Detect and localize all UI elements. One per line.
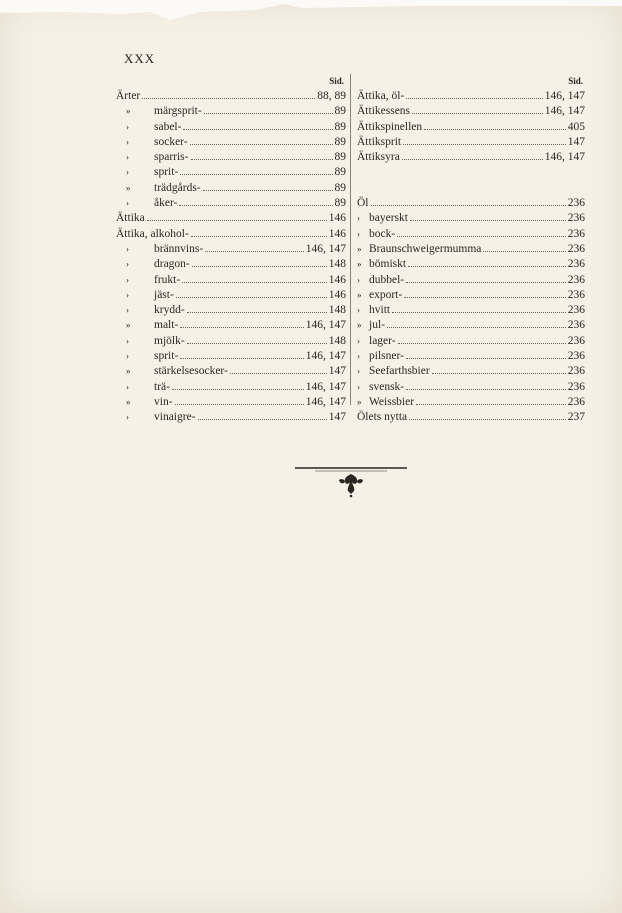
entry-page-ref: 89 xyxy=(334,151,346,164)
leader-dots xyxy=(191,150,333,160)
index-entry xyxy=(116,303,346,318)
entry-term: Öl xyxy=(357,197,369,210)
leader-dots xyxy=(190,135,333,145)
index-entry xyxy=(116,227,346,242)
index-entry xyxy=(357,150,585,165)
entry-term: frukt- xyxy=(154,273,181,286)
column-divider xyxy=(350,74,351,405)
entry-page-ref: 236 xyxy=(567,319,585,332)
leader-dots xyxy=(408,257,566,267)
entry-term: Ölets nytta xyxy=(357,411,408,424)
index-entry xyxy=(116,395,346,410)
entry-page-ref: 236 xyxy=(567,242,585,255)
index-entry xyxy=(116,242,346,257)
entry-page-ref: 146, 147 xyxy=(544,105,585,118)
entry-term: Ättiksyra xyxy=(357,151,400,164)
entry-term: stärkelsesocker- xyxy=(154,365,228,378)
leader-dots xyxy=(198,410,327,420)
ditto-mark: › xyxy=(126,335,129,346)
index-entry xyxy=(357,242,585,257)
leader-dots xyxy=(142,89,315,99)
entry-term: lager- xyxy=(369,334,396,347)
ditto-mark: › xyxy=(357,366,360,377)
entry-page-ref: 89 xyxy=(334,166,346,179)
ditto-mark: » xyxy=(126,106,131,117)
ditto-mark: » xyxy=(126,182,131,193)
entry-page-ref: 146 xyxy=(328,212,346,225)
leader-dots xyxy=(172,380,304,390)
entry-term: sabel- xyxy=(154,120,182,133)
entry-term: Ättika, alkohol- xyxy=(116,227,189,240)
entry-page-ref: 146, 147 xyxy=(544,90,585,102)
section-gap xyxy=(357,181,585,196)
index-entry xyxy=(116,104,346,119)
index-entry xyxy=(116,150,346,165)
entry-term: malt- xyxy=(154,319,179,332)
leader-dots xyxy=(175,395,304,405)
entry-term: trädgårds- xyxy=(154,181,201,194)
leader-dots xyxy=(205,242,304,252)
ditto-mark: » xyxy=(126,320,131,331)
ditto-mark: › xyxy=(126,198,129,209)
ditto-mark: › xyxy=(126,136,129,147)
index-entry xyxy=(357,364,585,379)
leader-dots xyxy=(204,104,333,114)
ditto-mark: » xyxy=(357,289,362,300)
entry-term: pilsner- xyxy=(369,350,404,363)
entry-page-ref: 146, 147 xyxy=(305,350,346,363)
index-entry xyxy=(357,349,585,364)
entry-page-ref: 146 xyxy=(328,227,346,240)
torn-top-edge xyxy=(0,0,622,22)
entry-page-ref: 236 xyxy=(567,334,585,347)
ditto-mark: › xyxy=(126,121,129,132)
entry-page-ref: 146, 147 xyxy=(305,395,346,408)
leader-dots xyxy=(432,364,566,374)
index-entry xyxy=(357,288,585,303)
leader-dots xyxy=(412,104,543,114)
ditto-mark: » xyxy=(126,396,131,407)
entry-term: mjölk- xyxy=(154,334,185,347)
entry-page-ref: 236 xyxy=(567,273,585,286)
ditto-mark: › xyxy=(126,274,129,285)
ditto-mark: » xyxy=(126,366,131,377)
ditto-mark: » xyxy=(357,243,362,254)
entry-page-ref: 405 xyxy=(567,120,585,133)
entry-page-ref: 236 xyxy=(567,227,585,240)
index-entry xyxy=(116,273,346,288)
sid-label-left: Sid. xyxy=(329,76,344,86)
entry-page-ref: 236 xyxy=(567,258,585,271)
entry-term: dubbel- xyxy=(369,273,405,286)
entry-page-ref: 236 xyxy=(567,380,585,393)
leader-dots xyxy=(406,89,542,99)
index-entry xyxy=(116,135,346,150)
leader-dots xyxy=(409,410,566,420)
entry-page-ref: 236 xyxy=(567,395,585,408)
entry-term: Seefarthsbier xyxy=(369,365,430,378)
leader-dots xyxy=(398,334,566,344)
entry-term: brännvins- xyxy=(154,242,204,255)
entry-page-ref: 146, 147 xyxy=(544,151,585,164)
entry-page-ref: 237 xyxy=(567,411,585,424)
fleuron-ornament-icon xyxy=(295,464,407,498)
ditto-mark: › xyxy=(126,381,129,392)
index-entry xyxy=(116,196,346,211)
entry-term: sparris- xyxy=(154,151,189,164)
entry-term: export- xyxy=(369,288,403,301)
ditto-mark: » xyxy=(357,396,362,407)
leader-dots xyxy=(403,135,566,145)
entry-term: dragon- xyxy=(154,258,190,271)
leader-dots xyxy=(180,318,303,328)
leader-dots xyxy=(410,211,566,221)
index-entry xyxy=(357,120,585,135)
index-entry xyxy=(357,380,585,395)
index-entry xyxy=(357,211,585,226)
entry-term: åker- xyxy=(154,197,178,210)
entry-page-ref: 147 xyxy=(328,411,346,424)
index-entry xyxy=(116,165,346,180)
entry-page-ref: 236 xyxy=(567,288,585,301)
index-entry xyxy=(116,334,346,349)
entry-page-ref: 236 xyxy=(567,350,585,363)
index-entry xyxy=(357,303,585,318)
entry-term: Ärter xyxy=(116,90,141,102)
entry-term: Weissbier xyxy=(369,395,415,408)
ditto-mark: › xyxy=(357,305,360,316)
entry-term: sprit- xyxy=(154,350,179,363)
leader-dots xyxy=(406,273,566,283)
leader-dots xyxy=(180,165,332,175)
entry-page-ref: 146, 147 xyxy=(305,242,346,255)
index-entry xyxy=(357,257,585,272)
ditto-mark: › xyxy=(126,289,129,300)
entry-page-ref: 148 xyxy=(328,304,346,317)
index-entry xyxy=(116,288,346,303)
index-entry xyxy=(116,380,346,395)
leader-dots xyxy=(176,288,327,298)
ditto-mark: › xyxy=(357,213,360,224)
leader-dots xyxy=(191,227,327,237)
entry-page-ref: 148 xyxy=(328,258,346,271)
index-list-right-top xyxy=(357,89,585,165)
entry-term: bömiskt xyxy=(369,258,407,271)
leader-dots xyxy=(402,150,543,160)
index-entry xyxy=(116,364,346,379)
index-entry xyxy=(116,349,346,364)
entry-page-ref: 236 xyxy=(567,197,585,210)
section-gap xyxy=(357,165,585,180)
index-entry xyxy=(116,120,346,135)
entry-term: bayerskt xyxy=(369,212,408,225)
entry-page-ref: 147 xyxy=(567,135,585,148)
ditto-mark: › xyxy=(126,412,129,423)
leader-dots xyxy=(424,120,566,130)
index-entry xyxy=(357,196,585,211)
leader-dots xyxy=(187,303,327,313)
leader-dots xyxy=(392,303,566,313)
leader-dots xyxy=(187,334,327,344)
ditto-mark: › xyxy=(357,274,360,285)
entry-page-ref: 89 xyxy=(334,135,346,148)
entry-term: krydd- xyxy=(154,304,185,317)
entry-term: bock- xyxy=(369,227,396,240)
leader-dots xyxy=(203,181,333,191)
entry-term: Ättika, öl- xyxy=(357,90,405,102)
leader-dots xyxy=(371,196,566,206)
leader-dots xyxy=(192,257,327,267)
index-entry xyxy=(357,273,585,288)
entry-term: märgsprit- xyxy=(154,105,202,118)
ditto-mark: › xyxy=(126,351,129,362)
index-entry xyxy=(116,181,346,196)
leader-dots xyxy=(147,211,327,221)
entry-page-ref: 236 xyxy=(567,365,585,378)
page-numeral: XXX xyxy=(124,51,156,66)
sid-label-right: Sid. xyxy=(568,76,583,86)
entry-term: sprit- xyxy=(154,166,179,179)
index-entry xyxy=(357,89,585,104)
ditto-mark: › xyxy=(357,335,360,346)
entry-term: hvitt xyxy=(369,304,391,317)
leader-dots xyxy=(406,380,566,390)
index-entry xyxy=(116,410,346,425)
entry-page-ref: 89 xyxy=(334,197,346,210)
entry-term: vin- xyxy=(154,395,173,408)
entry-page-ref: 236 xyxy=(567,212,585,225)
ditto-mark: › xyxy=(357,351,360,362)
ditto-mark: » xyxy=(357,320,362,331)
ditto-mark: › xyxy=(126,243,129,254)
index-entry xyxy=(116,89,346,104)
entry-term: Ättikessens xyxy=(357,105,411,118)
index-entry xyxy=(357,104,585,119)
ditto-mark: › xyxy=(126,167,129,178)
leader-dots xyxy=(416,395,566,405)
index-entry xyxy=(357,318,585,333)
entry-page-ref: 146 xyxy=(328,273,346,286)
entry-page-ref: 146 xyxy=(328,288,346,301)
entry-term: jul- xyxy=(369,319,385,332)
index-column-right xyxy=(357,74,585,426)
index-entry xyxy=(357,135,585,150)
ditto-mark: » xyxy=(357,259,362,270)
entry-page-ref: 89 xyxy=(334,181,346,194)
leader-dots xyxy=(406,349,566,359)
leader-dots xyxy=(387,318,566,328)
entry-term: vinaigre- xyxy=(154,411,196,424)
index-entry xyxy=(357,410,585,425)
index-list-left xyxy=(116,89,346,426)
index-entry xyxy=(116,318,346,333)
index-entry xyxy=(116,211,346,226)
leader-dots xyxy=(483,242,565,252)
ditto-mark: › xyxy=(126,305,129,316)
leader-dots xyxy=(183,120,332,130)
entry-term: trä- xyxy=(154,380,170,393)
entry-term: Braunschweigermumma xyxy=(369,242,482,255)
entry-term: jäst- xyxy=(154,288,174,301)
entry-term: Ättiksprit xyxy=(357,135,402,148)
index-entry xyxy=(116,257,346,272)
leader-dots xyxy=(182,273,327,283)
leader-dots xyxy=(179,196,332,206)
ditto-mark: › xyxy=(357,228,360,239)
index-entry xyxy=(357,227,585,242)
index-column-left xyxy=(116,74,346,426)
entry-term: socker- xyxy=(154,135,188,148)
ditto-mark: › xyxy=(126,152,129,163)
entry-page-ref: 89 xyxy=(334,105,346,118)
entry-page-ref: 148 xyxy=(328,334,346,347)
entry-page-ref: 88, 89 xyxy=(317,90,346,102)
ditto-mark: › xyxy=(357,381,360,392)
index-entry xyxy=(357,334,585,349)
ditto-mark: › xyxy=(126,259,129,270)
entry-page-ref: 89 xyxy=(334,120,346,133)
entry-page-ref: 146, 147 xyxy=(305,319,346,332)
entry-term: svensk- xyxy=(369,380,405,393)
entry-term: Ättika xyxy=(116,212,145,225)
leader-dots xyxy=(397,227,566,237)
index-list-right-bottom xyxy=(357,196,585,425)
leader-dots xyxy=(404,288,566,298)
entry-page-ref: 147 xyxy=(328,365,346,378)
entry-term: Ättikspinellen xyxy=(357,120,423,133)
index-entry xyxy=(357,395,585,410)
entry-page-ref: 146, 147 xyxy=(305,380,346,393)
entry-page-ref: 236 xyxy=(567,304,585,317)
leader-dots xyxy=(230,364,327,374)
leader-dots xyxy=(180,349,303,359)
